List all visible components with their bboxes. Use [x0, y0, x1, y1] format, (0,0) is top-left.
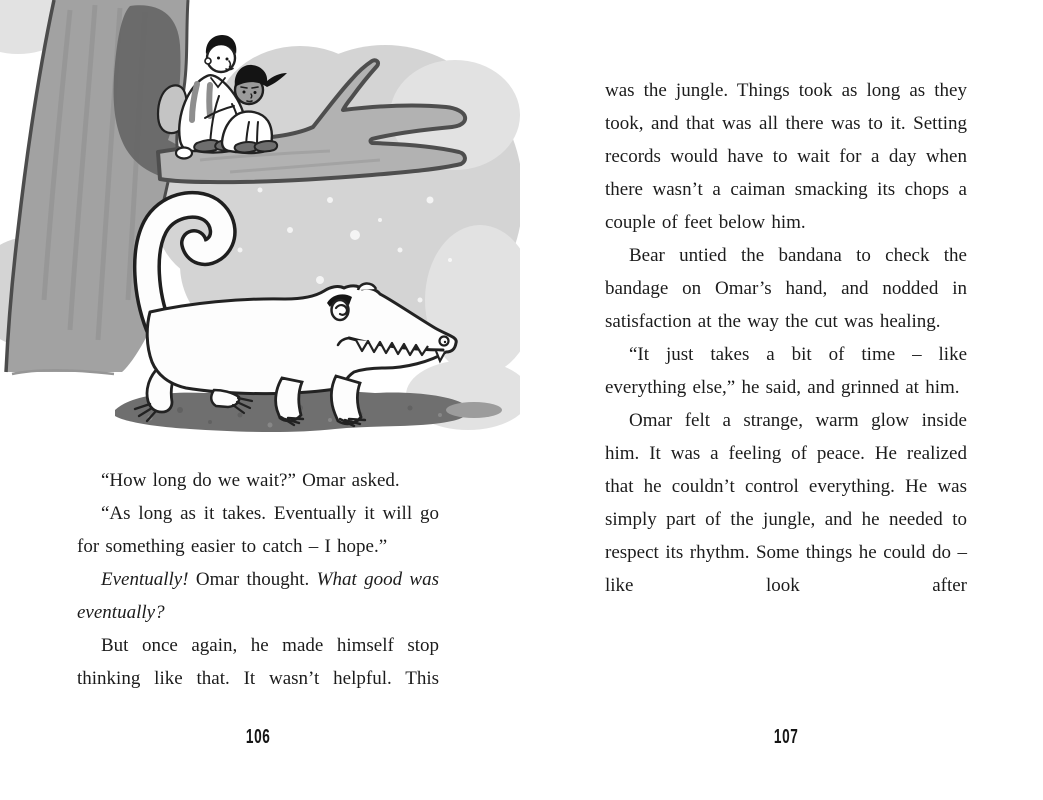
tip-fang	[436, 351, 445, 361]
omar-shoe-right	[255, 141, 278, 152]
nostril-dot	[444, 341, 446, 343]
paragraph: Eventually! Omar thought. What good was eventually?	[77, 569, 439, 623]
paragraph: “It just takes a bit of time – like everything else,” he said, and grinned at him.	[605, 344, 967, 398]
illustration	[0, 0, 520, 455]
paragraph: was the jungle. Things took as long as they took, and that was all there was to it. Setting records would have to wait for a day when there wasn’t a caiman smacking its chops a couple of feet below him.	[605, 80, 967, 233]
right-page-text	[605, 74, 967, 602]
bear-hand	[176, 148, 192, 159]
paragraph: “How long do we wait?” Omar asked.	[101, 470, 400, 491]
jungle-scene-drawing	[0, 0, 520, 455]
caiman-front-near-leg	[276, 378, 302, 421]
left-page-text	[77, 464, 439, 695]
bear-ear	[205, 58, 211, 64]
paragraph: Omar felt a strange, warm glow inside him. It was a feeling of peace. He realized that he couldn’t control everything. He was simply part of the jungle, and he needed to respect its rhythm. Some things he could do – like look after	[605, 410, 967, 596]
caiman-front-far-leg	[331, 376, 361, 424]
paragraph: But once again, he made himself stop thinking like that. It wasn’t helpful. This	[77, 635, 439, 689]
left-page-number: 106	[245, 726, 271, 748]
right-page-number: 107	[773, 726, 799, 748]
caiman-ear	[358, 283, 376, 290]
paragraph: Bear untied the bandana to check the bandage on Omar’s hand, and nodded in satisfaction at the way the cut was healing.	[605, 245, 967, 332]
paragraph: “As long as it takes. Eventually it will go for something easier to catch – I hope.”	[77, 503, 439, 557]
